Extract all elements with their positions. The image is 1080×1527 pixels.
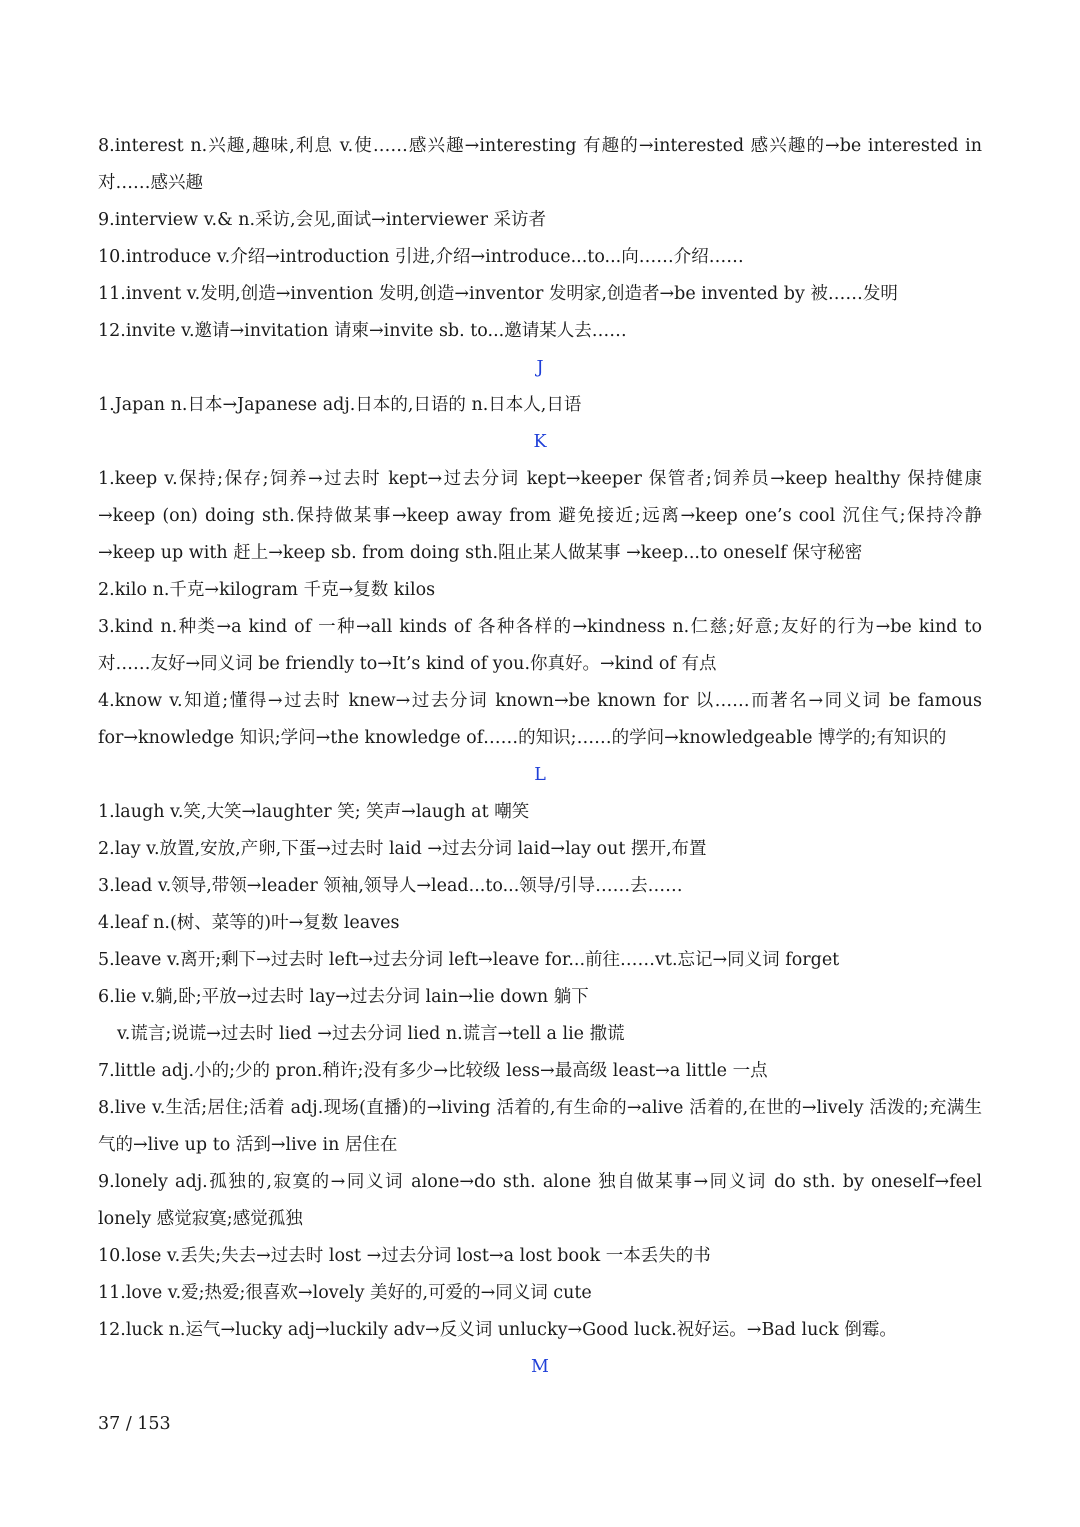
vocab-entry: 12.luck n.运气→lucky adj→luckily adv→反义词 unlucky→Good luck.祝好运。→Bad luck 倒霉。 [98,1320,897,1340]
vocab-entry: 4.know v.知道;懂得→过去时 knew→过去分词 known→be known for 以……而著名→同义词 be famous for→knowledge 知识;学问→the knowledge of……的知识;……的学问→knowledgeable 博学的;有知识的 [98,691,982,748]
vocab-entry: 10.lose v.丢失;失去→过去时 lost →过去分词 lost→a lost book 一本丢失的书 [98,1246,711,1266]
vocab-entry: 8.interest n.兴趣,趣味,利息 v.使……感兴趣→interesting 有趣的→interested 感兴趣的→be interested in 对……感兴趣 [98,136,982,193]
section-letter-heading: M [531,1357,549,1377]
vocab-entry: 1.laugh v.笑,大笑→laughter 笑; 笑声→laugh at 嘲笑 [98,802,530,822]
vocab-entry: 12.invite v.邀请→invitation 请柬→invite sb. to...邀请某人去…… [98,321,627,341]
vocab-entry: 3.lead v.领导,带领→leader 领袖,领导人→lead...to...领导/引导……去…… [98,876,683,896]
vocab-entry: 10.introduce v.介绍→introduction 引进,介绍→introduce...to...向……介绍…… [98,247,744,267]
section-letter-heading: L [534,765,546,785]
vocab-entry: v.谎言;说谎→过去时 lied →过去分词 lied n.谎言→tell a lie 撒谎 [117,1024,625,1044]
vocab-entry: 11.invent v.发明,创造→invention 发明,创造→inventor 发明家,创造者→be invented by 被……发明 [98,284,898,304]
vocab-entry: 7.little adj.小的;少的 pron.稍许;没有多少→比较级 less→最高级 least→a little 一点 [98,1061,768,1081]
vocab-entry: 5.leave v.离开;剩下→过去时 left→过去分词 left→leave for...前往……vt.忘记→同义词 forget [98,950,840,970]
vocab-entry: 11.love v.爱;热爱;很喜欢→lovely 美好的,可爱的→同义词 cute [98,1283,592,1303]
vocab-entry: 1.keep v.保持;保存;饲养→过去时 kept→过去分词 kept→keeper 保管者;饲养员→keep healthy 保持健康→keep (on) doing sth.保持做某事→keep away from 避免接近;远离→keep one’s cool 沉住气;保持冷静→keep up with 赶上→keep sb. from doing sth.阻止某人做某事 →keep...to oneself 保守秘密 [98,469,982,563]
section-letter-heading: K [533,432,547,452]
vocab-entry: 8.live v.生活;居住;活着 adj.现场(直播)的→living 活着的,有生命的→alive 活着的,在世的→lively 活泼的;充满生气的→live up to 活到→live in 居住在 [98,1098,982,1155]
vocab-entry: 6.lie v.躺,卧;平放→过去时 lay→过去分词 lain→lie down 躺下 [98,987,589,1007]
vocab-entry: 1.Japan n.日本→Japanese adj.日本的,日语的 n.日本人,日语 [98,395,582,415]
vocab-entry: 9.lonely adj.孤独的,寂寞的→同义词 alone→do sth. alone 独自做某事→同义词 do sth. by oneself→feel lonely 感觉寂寞;感觉孤独 [98,1172,982,1229]
vocab-entry: 2.kilo n.千克→kilogram 千克→复数 kilos [98,580,436,600]
vocab-entry: 9.interview v.& n.采访,会见,面试→interviewer 采访者 [98,210,547,230]
document-body [98,128,982,1386]
vocab-entry: 3.kind n.种类→a kind of 一种→all kinds of 各种各样的→kindness n.仁慈;好意;友好的行为→be kind to 对……友好→同义词 be friendly to→It’s kind of you.你真好。→kind of 有点 [98,617,982,674]
page-number: 37 / 153 [98,1414,171,1434]
vocab-entry: 2.lay v.放置,安放,产卵,下蛋→过去时 laid →过去分词 laid→lay out 摆开,布置 [98,839,707,859]
section-letter-heading: J [536,358,544,378]
vocab-entry: 4.leaf n.(树、菜等的)叶→复数 leaves [98,913,400,933]
